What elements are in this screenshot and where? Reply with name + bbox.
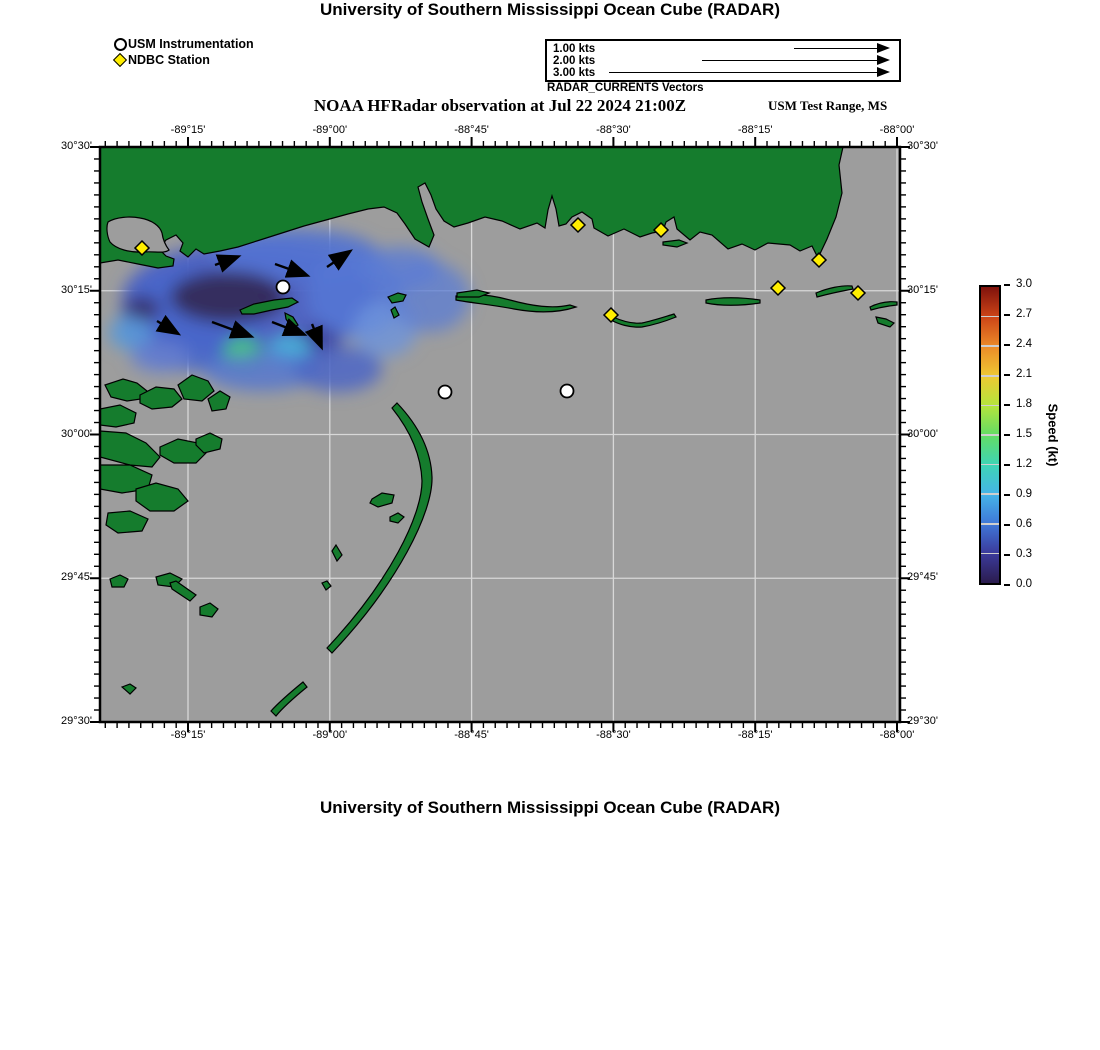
lat-axis-label: 29°45' xyxy=(61,571,92,584)
lon-axis-label: -89°00' xyxy=(312,124,348,136)
diamond-icon xyxy=(112,55,128,65)
lat-axis-label: 30°00' xyxy=(61,427,92,440)
page-title: University of Southern Mississippi Ocean Cube (RADAR) xyxy=(319,0,780,19)
vector-scale-label: 3.00 kts xyxy=(553,66,596,79)
usm-instrument-marker xyxy=(439,386,452,399)
vector-scale-label: 1.00 kts xyxy=(553,42,596,55)
colorbar-title: Speed (kt) xyxy=(1045,403,1061,467)
colorbar-gridline xyxy=(981,316,1001,318)
legend-item xyxy=(112,52,254,68)
usm-instrument-marker xyxy=(561,385,574,398)
vector-scale-label: 2.00 kts xyxy=(553,54,596,67)
lat-axis-label: 30°00' xyxy=(907,427,938,440)
observation-subtitle: NOAA HFRadar observation at Jul 22 2024 21:00Z xyxy=(313,96,687,115)
lat-axis-label: 30°30' xyxy=(907,140,938,152)
colorbar-tick xyxy=(1004,524,1010,526)
colorbar-tick-label: 1.2 xyxy=(1016,458,1032,470)
colorbar-tick xyxy=(1004,554,1010,556)
speed-field-patch xyxy=(130,341,190,373)
colorbar-gridline xyxy=(981,405,1001,407)
bottom-title: University of Southern Mississippi Ocean Cube (RADAR) xyxy=(319,798,780,817)
vector-scale-box xyxy=(545,39,901,82)
colorbar-tick-label: 1.5 xyxy=(1016,428,1032,440)
speed-field-patch xyxy=(294,346,382,392)
lon-axis-label: -88°00' xyxy=(879,729,915,741)
colorbar-gridline xyxy=(981,375,1001,377)
colorbar xyxy=(979,278,1100,590)
colorbar-gridline xyxy=(981,345,1001,347)
horn-island xyxy=(706,298,760,306)
lat-axis-label: 30°15' xyxy=(61,283,92,296)
colorbar-tick-label: 2.1 xyxy=(1016,368,1032,380)
colorbar-gridline xyxy=(981,464,1001,466)
vector-scale-arrowhead-icon xyxy=(877,55,890,65)
legend-label: USM Instrumentation xyxy=(128,37,254,51)
colorbar-gridline xyxy=(981,434,1001,436)
colorbar-gridline xyxy=(981,523,1001,525)
colorbar-tick-label: 0.6 xyxy=(1016,518,1032,530)
speed-field-patch xyxy=(360,247,440,287)
colorbar-tick-label: 2.7 xyxy=(1016,308,1032,320)
lat-axis-label: 30°15' xyxy=(907,283,938,296)
map-legend xyxy=(112,36,254,68)
colorbar-tick-label: 3.0 xyxy=(1016,278,1032,290)
colorbar-tick-label: 0.0 xyxy=(1016,578,1032,590)
usm-instrument-marker xyxy=(277,281,290,294)
map-plot-area xyxy=(61,124,938,741)
colorbar-tick xyxy=(1004,374,1010,376)
colorbar-gridline xyxy=(981,553,1001,555)
lat-axis-label: 29°30' xyxy=(61,715,92,727)
colorbar-tick xyxy=(1004,464,1010,466)
vector-scale-arrowhead-icon xyxy=(877,67,890,77)
colorbar-tick-label: 2.4 xyxy=(1016,338,1032,350)
colorbar-gridline xyxy=(981,493,1001,495)
lat-axis-label: 29°30' xyxy=(907,715,938,727)
colorbar-tick xyxy=(1004,404,1010,406)
vector-scale-caption: RADAR_CURRENTS Vectors xyxy=(547,82,704,94)
vector-scale-line xyxy=(609,72,877,74)
colorbar-tick xyxy=(1004,314,1010,316)
lon-axis-label: -88°15' xyxy=(737,124,773,136)
colorbar-tick xyxy=(1004,344,1010,346)
colorbar-tick xyxy=(1004,284,1010,286)
lon-axis-label: -89°15' xyxy=(170,124,206,136)
colorbar-gradient xyxy=(979,285,1001,585)
lon-axis-label: -88°45' xyxy=(454,729,489,741)
lon-axis-label: -89°00' xyxy=(312,729,348,741)
colorbar-tick xyxy=(1004,434,1010,436)
lon-axis-label: -89°15' xyxy=(170,729,206,741)
circle-icon xyxy=(112,38,128,51)
vector-scale-line xyxy=(794,48,877,50)
speed-field-patch xyxy=(170,271,286,323)
lon-axis-label: -88°30' xyxy=(596,124,631,136)
legend-label: NDBC Station xyxy=(128,53,210,67)
colorbar-tick xyxy=(1004,494,1010,496)
map-canvas xyxy=(86,133,914,736)
colorbar-tick-label: 1.8 xyxy=(1016,398,1032,410)
vector-scale-arrowhead-icon xyxy=(877,43,890,53)
lon-axis-label: -88°45' xyxy=(454,124,489,136)
colorbar-tick-label: 0.9 xyxy=(1016,488,1032,500)
range-label: USM Test Range, MS xyxy=(768,98,888,113)
lat-axis-label: 29°45' xyxy=(907,571,938,584)
lon-axis-label: -88°00' xyxy=(879,124,915,136)
legend-item xyxy=(112,36,254,52)
colorbar-tick xyxy=(1004,584,1010,586)
colorbar-tick-label: 0.3 xyxy=(1016,548,1032,560)
lon-axis-label: -88°30' xyxy=(596,729,631,741)
lon-axis-label: -88°15' xyxy=(737,729,773,741)
vector-scale-line xyxy=(702,60,877,62)
lat-axis-label: 30°30' xyxy=(61,140,92,152)
